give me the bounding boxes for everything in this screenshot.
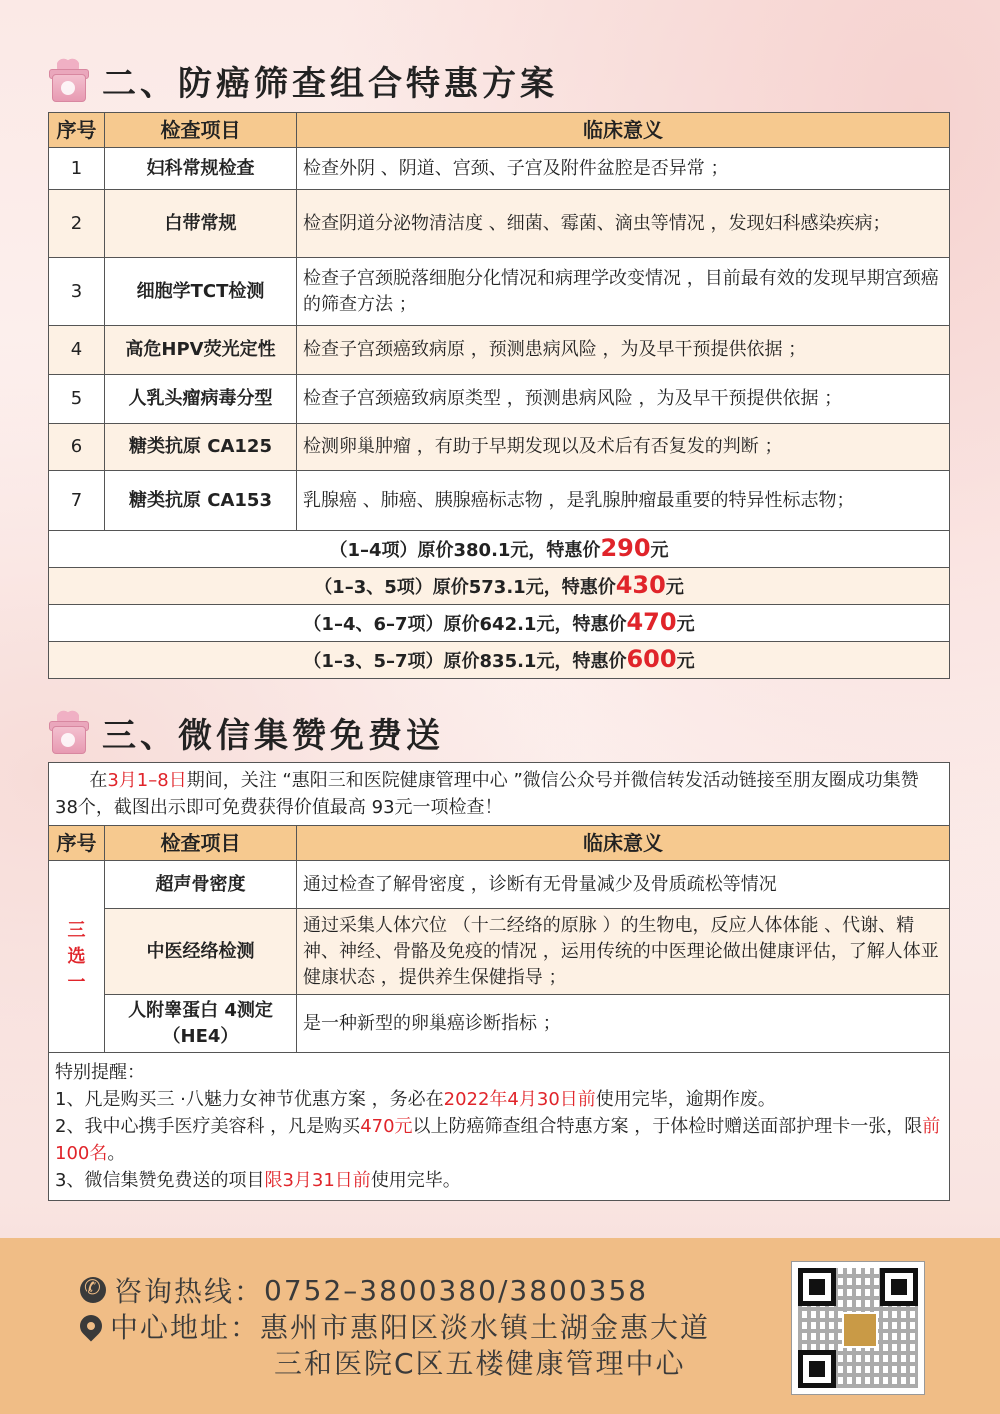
price-row: （1–4项）原价380.1元，特惠价290元 <box>49 531 950 568</box>
price-value: 470 <box>626 607 677 636</box>
col-no: 序号 <box>49 826 105 861</box>
price-row: （1–3、5–7项）原价835.1元，特惠价600元 <box>49 642 950 679</box>
table-row: 3 细胞学TCT检测 检查子宫颈脱落细胞分化情况和病理学改变情况 ，目前最有效的发现早期宫颈癌的筛查方法 ； <box>49 258 950 326</box>
gift-icon <box>48 58 88 102</box>
wechat-free-table <box>48 762 950 1201</box>
col-meaning: 临床意义 <box>297 113 950 148</box>
gift-icon <box>48 710 88 754</box>
price-value: 290 <box>600 533 651 562</box>
section3-heading <box>48 704 444 760</box>
hotline-row: ✆ 咨询热线： 0752–3800380/3800358 <box>80 1270 648 1310</box>
price-row: （1–4、6–7项）原价642.1元，特惠价470元 <box>49 605 950 642</box>
section2-title: 二、防癌筛查组合特惠方案 <box>102 63 558 104</box>
table-row: 4 高危HPV荧光定性 检查子宫颈癌致病原 ，预测患病风险 ，为及早干预提供依据 ； <box>49 326 950 375</box>
table-row: 2 白带常规 检查阴道分泌物清洁度 、细菌、霉菌、滴虫等情况 ，发现妇科感染疾病； <box>49 190 950 258</box>
table-row: 人附睾蛋白 4测定（HE4） 是一种新型的卵巢癌诊断指标 ； <box>49 995 950 1053</box>
table-row: 5 人乳头瘤病毒分型 检查子宫颈癌致病原类型 ，预测患病风险 ，为及早干预提供依据 ； <box>49 375 950 424</box>
section2-heading <box>48 52 558 108</box>
price-value: 600 <box>626 644 677 673</box>
phone-icon <box>80 1277 106 1303</box>
qr-code <box>792 1262 924 1394</box>
table-row: 中医经络检测 通过采集人体穴位 （十二经络的原脉 ）的生物电，反应人体体能 、代谢、精神、神经、骨骼及免疫的情况 ，运用传统的中医理论做出健康评估，了解人体亚健康状态 ，提供养生保健指导 ； <box>49 909 950 995</box>
location-pin-icon <box>75 1310 106 1341</box>
col-meaning: 临床意义 <box>297 826 950 861</box>
address-row: 中心地址： 惠州市惠阳区淡水镇土湖金惠大道 <box>80 1306 710 1346</box>
col-item: 检查项目 <box>105 113 297 148</box>
price-row: （1–3、5项）原价573.1元，特惠价430元 <box>49 568 950 605</box>
special-notes: 特别提醒： 1、凡是购买三 ·八魅力女神节优惠方案 ，务必在2022年4月30日前使用完毕，逾期作废。 2、我中心携手医疗美容科 ，凡是购买470元以上防癌筛查组合特惠方案 ，于体检时赠送面部护理卡一张，限前100名。 3、微信集赞免费送的项目限3月31日前使用完毕。 <box>49 1053 950 1201</box>
hotline-number: 0752–3800380/3800358 <box>264 1273 649 1307</box>
table-row: 6 糖类抗原 CA125 检测卵巢肿瘤 ，有助于早期发现以及术后有否复发的判断 ； <box>49 424 950 471</box>
address-row-2: 三和医院C区五楼健康管理中心 <box>274 1347 686 1380</box>
table-row: 1 妇科常规检查 检查外阴 、阴道、宫颈、子宫及附件盆腔是否异常 ； <box>49 148 950 190</box>
col-item: 检查项目 <box>105 826 297 861</box>
choose-one-label: 三 选 一 <box>49 861 105 1053</box>
table-row: 三 选 一 超声骨密度 通过检查了解骨密度 ，诊断有无骨量减少及骨质疏松等情况 <box>49 861 950 909</box>
table-row: 7 糖类抗原 CA153 乳腺癌 、肺癌、胰腺癌标志物 ，是乳腺肿瘤最重要的特异性标志物； <box>49 471 950 531</box>
section3-title: 三、微信集赞免费送 <box>102 715 444 756</box>
campaign-intro: 在3月1–8日期间，关注 “惠阳三和医院健康管理中心 ”微信公众号并微信转发活动链接至朋友圈成功集赞 38个，截图出示即可免费获得价值最高 93元一项检查！ <box>49 763 950 826</box>
screening-package-table <box>48 112 950 679</box>
col-no: 序号 <box>49 113 105 148</box>
price-value: 430 <box>615 570 666 599</box>
